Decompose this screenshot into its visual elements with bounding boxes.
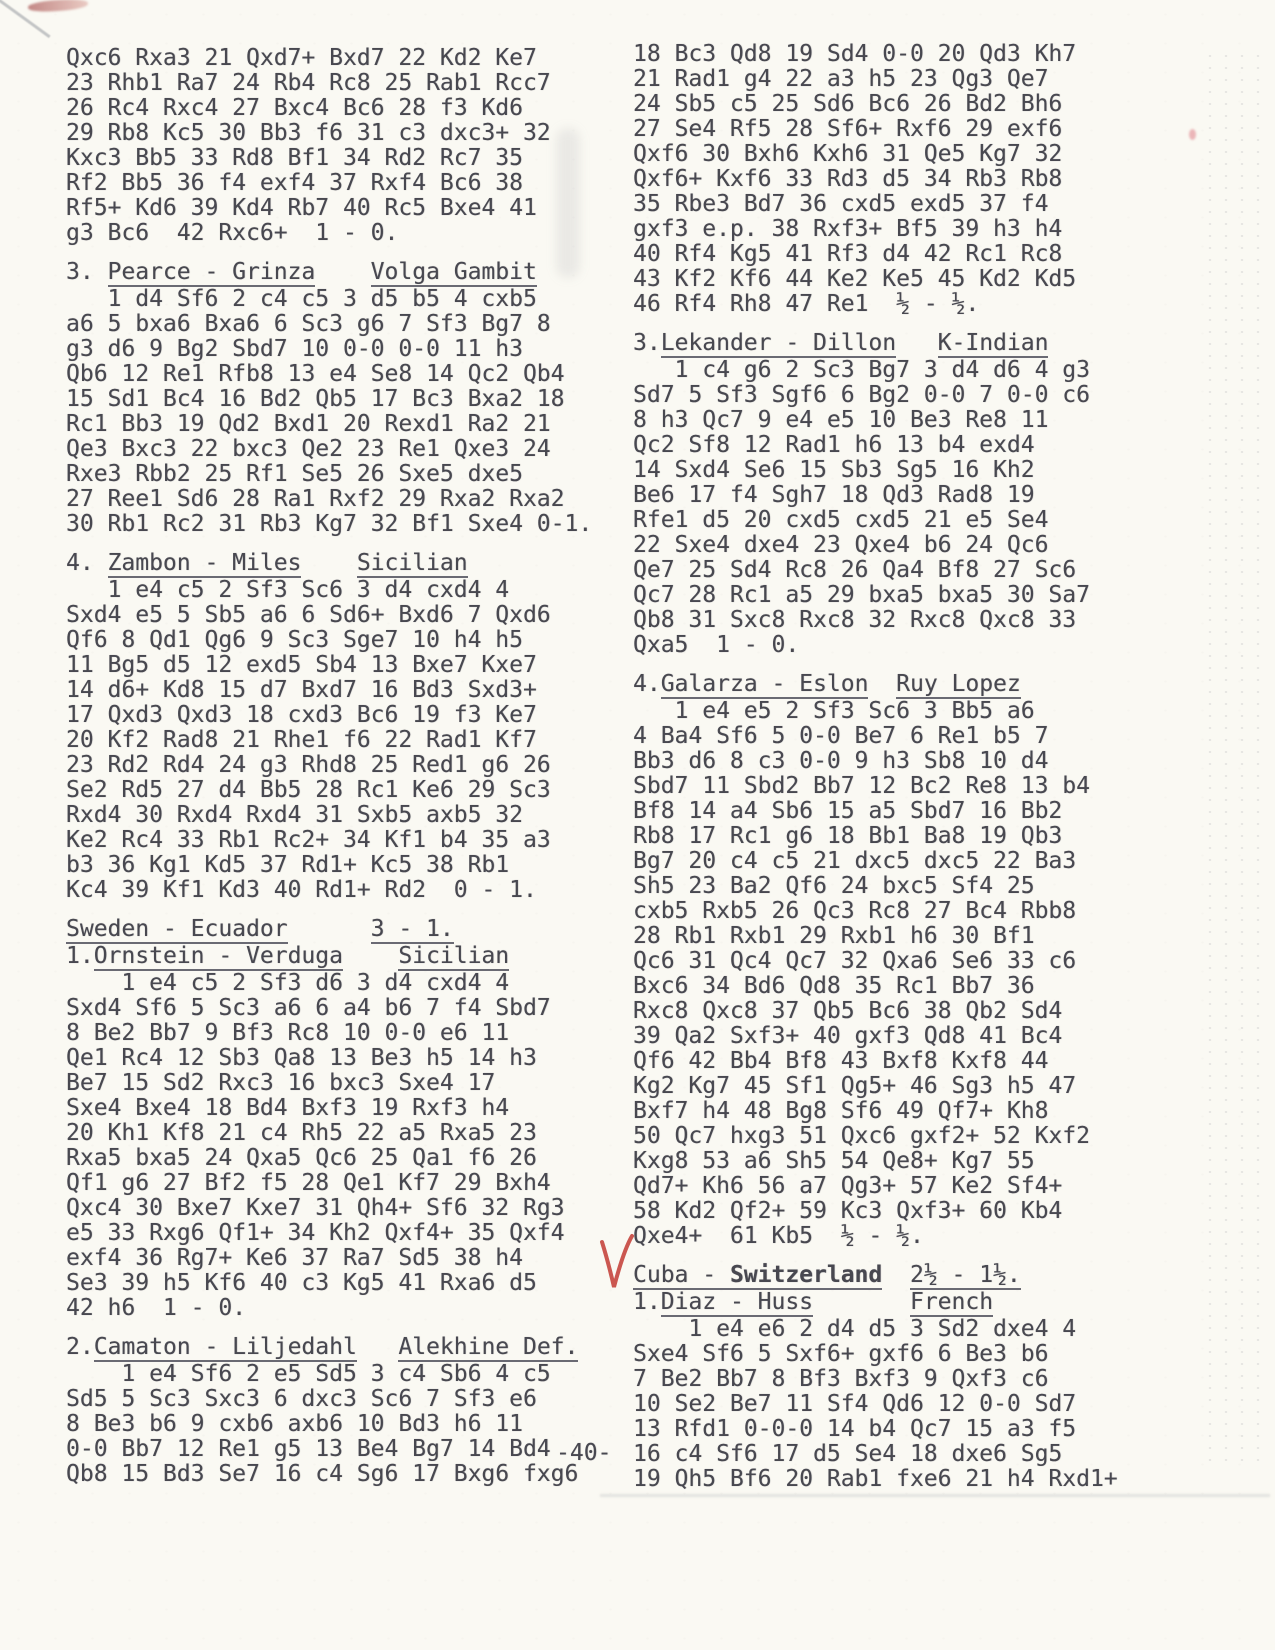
moves-line: 26 Rc4 Rxc4 27 Bxc4 Bc6 28 f3 Kd6 [66,95,523,121]
moves-line: Kc4 39 Kf1 Kd3 40 Rd1+ Rd2 0 - 1. [66,877,537,903]
game-2-camaton-liljedahl [66,1335,631,1487]
heading-plain-text [301,550,356,576]
moves-line: 42 h6 1 - 0. [66,1295,247,1321]
moves-line: 11 Bg5 d5 12 exd5 Sb4 13 Bxe7 Kxe7 [66,652,537,678]
heading-underlined-text: Switzerland [729,1262,883,1288]
game-heading [633,1290,1233,1317]
moves-line: 1 c4 g6 2 Sc3 Bg7 3 d4 d6 4 g3 [633,357,1090,383]
heading-plain-text: 3. [66,259,108,285]
scan-crease [600,1494,1270,1497]
game-heading [66,944,631,971]
moves-line: 1 e4 c5 2 Sf3 d6 3 d4 cxd4 4 [66,970,510,996]
moves-line: 15 Sd1 Bc4 16 Bd2 Qb5 17 Bc3 Bxa2 18 [66,386,565,412]
heading-underlined-text: K-Indian [937,330,1049,356]
moves-line: Qe7 25 Sd4 Rc8 26 Qa4 Bf8 27 Sc6 [633,557,1077,583]
heading-underlined-text: Zambon - Miles [107,550,302,576]
match-sweden-ecuador-game-1-ornstein-verduga [66,917,631,1321]
heading-plain-text [288,916,371,942]
game-4-zambon-miles [66,551,631,903]
moves-line: Bb3 d6 8 c3 0-0 9 h3 Sb8 10 d4 [633,748,1049,774]
game-continuation-top-left [66,46,631,246]
moves-line: 23 Rd2 Rd4 24 g3 Rhd8 25 Red1 g6 26 [66,752,551,778]
moves-line: 43 Kf2 Kf6 44 Ke2 Ke5 45 Kd2 Kd5 [633,266,1077,292]
moves-line: 35 Rbe3 Bd7 36 cxd5 exd5 37 f4 [633,191,1049,217]
moves-line: 13 Rfd1 0-0-0 14 b4 Qc7 15 a3 f5 [633,1416,1077,1442]
heading-plain-text: 2. [66,1334,94,1360]
moves-line: 39 Qa2 Sxf3+ 40 gxf3 Qd8 41 Bc4 [633,1023,1063,1049]
moves-line: 8 Be2 Bb7 9 Bf3 Rc8 10 0-0 e6 11 [66,1020,510,1046]
moves-line: Qf6 8 Qd1 Qg6 9 Sc3 Sge7 10 h4 h5 [66,627,523,653]
moves-line: Rc1 Bb3 19 Qd2 Bxd1 20 Rexd1 Ra2 21 [66,411,551,437]
moves-line: 17 Qxd3 Qxd3 18 cxd3 Bc6 19 f3 Ke7 [66,702,537,728]
heading-underlined-text: Ruy Lopez [896,671,1021,697]
moves-line: 10 Se2 Be7 11 Sf4 Qd6 12 0-0 Sd7 [633,1391,1077,1417]
moves-line: Se3 39 h5 Kf6 40 c3 Kg5 41 Rxa6 d5 [66,1270,537,1296]
moves-line: Qf1 g6 27 Bf2 f5 28 Qe1 Kf7 29 Bxh4 [66,1170,551,1196]
moves-line: Kxc3 Bb5 33 Rd8 Bf1 34 Rd2 Rc7 35 [66,145,523,171]
moves-line: Be7 15 Sd2 Rxc3 16 bxc3 Sxe4 17 [66,1070,496,1096]
moves-line: 16 c4 Sf6 17 d5 Se4 18 dxe6 Sg5 [633,1441,1063,1467]
moves-line: Rxa5 bxa5 24 Qxa5 Qc6 25 Qa1 f6 26 [66,1145,537,1171]
heading-plain-text [357,1334,399,1360]
moves-line: Qxc4 30 Bxe7 Kxe7 31 Qh4+ Sf6 32 Rg3 [66,1195,565,1221]
moves-line: 50 Qc7 hxg3 51 Qxc6 gxf2+ 52 Kxf2 [633,1123,1090,1149]
moves-line: 4 Ba4 Sf6 5 0-0 Be7 6 Re1 b5 7 [633,723,1049,749]
moves-line: 23 Rhb1 Ra7 24 Rb4 Rc8 25 Rab1 Rcc7 [66,70,551,96]
moves-line: 28 Rb1 Rxb1 29 Rxb1 h6 30 Bf1 [633,923,1035,949]
moves-line: Qxf6 30 Bxh6 Kxh6 31 Qe5 Kg7 32 [633,141,1063,167]
heading-underlined-text: French [909,1289,994,1315]
moves-line: 40 Rf4 Kg5 41 Rf3 d4 42 Rc1 Rc8 [633,241,1063,267]
heading-underlined-text: Pearce - Grinza [107,259,316,285]
game-heading [633,1263,1233,1290]
moves-line: 24 Sb5 c5 25 Sd6 Bc6 26 Bd2 Bh6 [633,91,1063,117]
moves-line: Qb8 31 Sxc8 Rxc8 32 Rxc8 Qxc8 33 [633,607,1077,633]
red-ink-smudge [28,0,89,13]
moves-line: 8 Be3 b6 9 cxb6 axb6 10 Bd3 h6 11 [66,1411,523,1437]
heading-plain-text [882,1262,910,1288]
heading-underlined-text: Diaz - Huss [660,1289,814,1315]
moves-line: Qe3 Bxc3 22 bxc3 Qe2 23 Re1 Qxe3 24 [66,436,551,462]
heading-plain-text: 3. [633,330,661,356]
moves-line: Qxf6+ Kxf6 33 Rd3 d5 34 Rb3 Rb8 [633,166,1063,192]
moves-line: Sbd7 11 Sbd2 Bb7 12 Bc2 Re8 13 b4 [633,773,1090,799]
heading-underlined-text: 3 - 1. [370,916,454,942]
moves-line: Qb6 12 Re1 Rfb8 13 e4 Se8 14 Qc2 Qb4 [66,361,565,387]
heading-plain-text [343,943,398,969]
moves-line: 8 h3 Qc7 9 e4 e5 10 Be3 Re8 11 [633,407,1049,433]
moves-line: 14 Sxd4 Se6 15 Sb3 Sg5 16 Kh2 [633,457,1035,483]
moves-line: 29 Rb8 Kc5 30 Bb3 f6 31 c3 dxc3+ 32 [66,120,551,146]
moves-line: 18 Bc3 Qd8 19 Sd4 0-0 20 Qd3 Kh7 [633,41,1077,67]
moves-line: 21 Rad1 g4 22 a3 h5 23 Qg3 Qe7 [633,66,1049,92]
moves-line: Qf6 42 Bb4 Bf8 43 Bxf8 Kxf8 44 [633,1048,1049,1074]
right-column [633,42,1233,1492]
moves-line: 7 Be2 Bb7 8 Bf3 Bxf3 9 Qxf3 c6 [633,1366,1049,1392]
heading-underlined-text: Cuba - [633,1262,730,1288]
heading-plain-text: 1. [633,1289,661,1315]
heading-plain-text [868,671,896,697]
moves-line: Bxc6 34 Bd6 Qd8 35 Rc1 Bb7 36 [633,973,1035,999]
moves-line: Sh5 23 Ba2 Qf6 24 bxc5 Sf4 25 [633,873,1035,899]
game-4-galarza-eslon [633,672,1233,1249]
moves-line: Rf2 Bb5 36 f4 exf4 37 Rxf4 Bc6 38 [66,170,523,196]
moves-line: Qc2 Sf8 12 Rad1 h6 13 b4 exd4 [633,432,1035,458]
moves-line: e5 33 Rxg6 Qf1+ 34 Kh2 Qxf4+ 35 Qxf4 [66,1220,565,1246]
moves-line: 19 Qh5 Bf6 20 Rab1 fxe6 21 h4 Rxd1+ [633,1466,1118,1492]
moves-line: 22 Sxe4 dxe4 23 Qxe4 b6 24 Qc6 [633,532,1049,558]
moves-line: 1 e4 Sf6 2 e5 Sd5 3 c4 Sb6 4 c5 [66,1361,551,1387]
moves-line: 1 e4 e6 2 d4 d5 3 Sd2 dxe4 4 [633,1316,1077,1342]
moves-line: Bxf7 h4 48 Bg8 Sf6 49 Qf7+ Kh8 [633,1098,1049,1124]
heading-underlined-text: Sicilian [356,550,468,576]
moves-line: Qxc6 Rxa3 21 Qxd7+ Bxd7 22 Kd2 Ke7 [66,45,537,71]
moves-line: b3 36 Kg1 Kd5 37 Rd1+ Kc5 38 Rb1 [66,852,510,878]
moves-line: Qc7 28 Rc1 a5 29 bxa5 bxa5 30 Sa7 [633,582,1090,608]
game-heading [66,551,631,578]
moves-line: Be6 17 f4 Sgh7 18 Qd3 Rad8 19 [633,482,1035,508]
heading-plain-text [813,1289,910,1315]
heading-underlined-text: Sicilian [398,943,510,969]
moves-line: 30 Rb1 Rc2 31 Rb3 Kg7 32 Bf1 Sxe4 0-1. [66,511,593,537]
heading-plain-text: 4. [66,550,108,576]
moves-line: 27 Se4 Rf5 28 Sf6+ Rxf6 29 exf6 [633,116,1063,142]
left-column [66,46,631,1487]
moves-line: Sd7 5 Sf3 Sgf6 6 Bg2 0-0 7 0-0 c6 [633,382,1090,408]
heading-underlined-text: Ornstein - Verduga [93,943,343,969]
heading-underlined-text: Volga Gambit [370,259,537,285]
moves-line: Bg7 20 c4 c5 21 dxc5 dxc5 22 Ba3 [633,848,1077,874]
heading-underlined-text: Alekhine Def. [398,1334,579,1360]
moves-line: Sxe4 Bxe4 18 Bd4 Bxf3 19 Rxf3 h4 [66,1095,510,1121]
heading-underlined-text: 2½ - 1½. [909,1262,1021,1288]
moves-line: a6 5 bxa6 Bxa6 6 Sc3 g6 7 Sf3 Bg7 8 [66,311,551,337]
moves-line: 20 Kf2 Rad8 21 Rhe1 f6 22 Rad1 Kf7 [66,727,537,753]
moves-line: 20 Kh1 Kf8 21 c4 Rh5 22 a5 Rxa5 23 [66,1120,537,1146]
moves-line: g3 Bc6 42 Rxc6+ 1 - 0. [66,220,399,246]
moves-line: Rb8 17 Rc1 g6 18 Bb1 Ba8 19 Qb3 [633,823,1063,849]
moves-line: Rxd4 30 Rxd4 Rxd4 31 Sxb5 axb5 32 [66,802,523,828]
moves-line: Qxa5 1 - 0. [633,632,800,658]
heading-underlined-text: Sweden - Ecuador [66,916,288,942]
moves-line: 1 e4 c5 2 Sf3 Sc6 3 d4 cxd4 4 [66,577,510,603]
game-heading [66,917,631,944]
moves-line: Se2 Rd5 27 d4 Bb5 28 Rc1 Ke6 29 Sc3 [66,777,551,803]
match-cuba-switzerland-game-1-diaz-huss [633,1263,1233,1492]
moves-line: Sxd4 Sf6 5 Sc3 a6 6 a4 b6 7 f4 Sbd7 [66,995,551,1021]
moves-line: Qe1 Rc4 12 Sb3 Qa8 13 Be3 h5 14 h3 [66,1045,537,1071]
moves-line: Qd7+ Kh6 56 a7 Qg3+ 57 Ke2 Sf4+ [633,1173,1063,1199]
heading-plain-text [896,330,938,356]
game-heading [633,672,1233,699]
moves-line: Bf8 14 a4 Sb6 15 a5 Sbd7 16 Bb2 [633,798,1063,824]
moves-line: 46 Rf4 Rh8 47 Re1 ½ - ½. [633,291,980,317]
moves-line: Sd5 5 Sc3 Sxc3 6 dxc3 Sc6 7 Sf3 e6 [66,1386,537,1412]
moves-line: gxf3 e.p. 38 Rxf3+ Bf5 39 h3 h4 [633,216,1063,242]
heading-plain-text: 1. [66,943,94,969]
moves-line: Sxd4 e5 5 Sb5 a6 6 Sd6+ Bxd6 7 Qxd6 [66,602,551,628]
game-continuation-top-right [633,42,1233,317]
moves-line: cxb5 Rxb5 26 Qc3 Rc8 27 Bc4 Rbb8 [633,898,1077,924]
moves-line: Qxe4+ 61 Kb5 ½ - ½. [633,1223,924,1249]
game-3-pearce-grinza [66,260,631,537]
moves-line: Rxc8 Qxc8 37 Qb5 Bc6 38 Qb2 Sd4 [633,998,1063,1024]
moves-line: 1 e4 e5 2 Sf3 Sc6 3 Bb5 a6 [633,698,1035,724]
moves-line: 14 d6+ Kd8 15 d7 Bxd7 16 Bd3 Sxd3+ [66,677,537,703]
heading-underlined-text: Lekander - Dillon [660,330,897,356]
moves-line: Rf5+ Kd6 39 Kd4 Rb7 40 Rc5 Bxe4 41 [66,195,537,221]
game-heading [66,1335,631,1362]
heading-plain-text [315,259,370,285]
moves-line: 27 Ree1 Sd6 28 Ra1 Rxf2 29 Rxa2 Rxa2 [66,486,565,512]
moves-line: g3 d6 9 Bg2 Sbd7 10 0-0 0-0 11 h3 [66,336,523,362]
moves-line: Rfe1 d5 20 cxd5 cxd5 21 e5 Se4 [633,507,1049,533]
moves-line: Sxe4 Sf6 5 Sxf6+ gxf6 6 Be3 b6 [633,1341,1049,1367]
moves-line: Rxe3 Rbb2 25 Rf1 Se5 26 Sxe5 dxe5 [66,461,523,487]
game-3-lekander-dillon [633,331,1233,658]
moves-line: Qb8 15 Bd3 Se7 16 c4 Sg6 17 Bxg6 fxg6 [66,1461,579,1487]
moves-line: Kxg8 53 a6 Sh5 54 Qe8+ Kg7 55 [633,1148,1035,1174]
moves-line: exf4 36 Rg7+ Ke6 37 Ra7 Sd5 38 h4 [66,1245,523,1271]
heading-underlined-text: Camaton - Liljedahl [93,1334,357,1360]
heading-underlined-text: Galarza - Eslon [660,671,869,697]
game-heading [66,260,631,287]
moves-line: 1 d4 Sf6 2 c4 c5 3 d5 b5 4 cxb5 [66,286,537,312]
heading-plain-text: 4. [633,671,661,697]
game-heading [633,331,1233,358]
moves-line: Ke2 Rc4 33 Rb1 Rc2+ 34 Kf1 b4 35 a3 [66,827,551,853]
moves-line: Kg2 Kg7 45 Sf1 Qg5+ 46 Sg3 h5 47 [633,1073,1077,1099]
moves-line: 58 Kd2 Qf2+ 59 Kc3 Qxf3+ 60 Kb4 [633,1198,1063,1224]
moves-line: Qc6 31 Qc4 Qc7 32 Qxa6 Se6 33 c6 [633,948,1077,974]
page-number: -40- [556,1440,612,1466]
moves-line: 0-0 Bb7 12 Re1 g5 13 Be4 Bg7 14 Bd4 [66,1436,551,1462]
